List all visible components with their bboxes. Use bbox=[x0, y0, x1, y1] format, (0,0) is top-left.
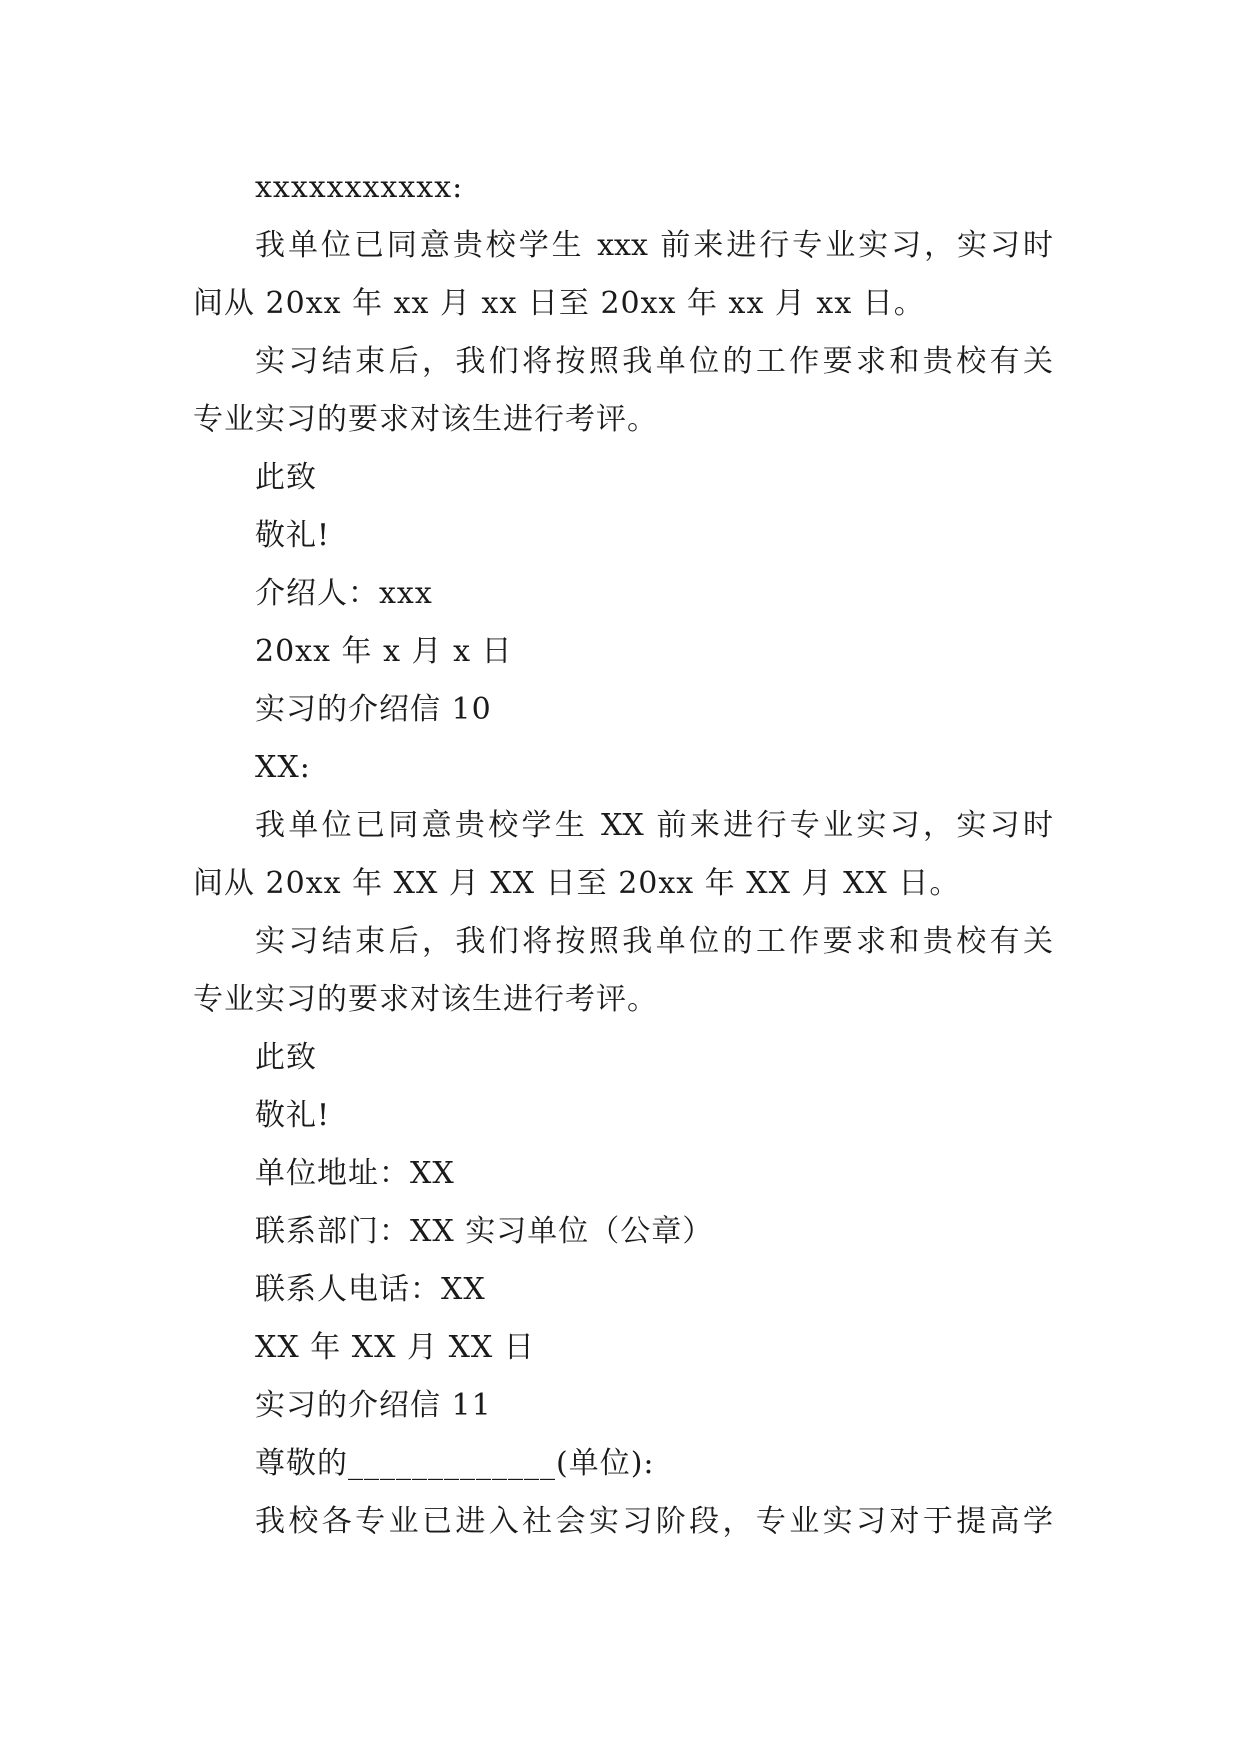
salutation-1: xxxxxxxxxxx: bbox=[255, 170, 464, 205]
section-title: 实习的介绍信 11 bbox=[255, 1388, 492, 1423]
paragraph-line: 专业实习的要求对该生进行考评。 bbox=[193, 402, 658, 437]
date-line: XX 年 XX 月 XX 日 bbox=[255, 1330, 535, 1365]
salutation-2: XX: bbox=[255, 750, 311, 785]
document-body bbox=[193, 159, 1053, 1551]
paragraph-line: 间从 20xx 年 xx 月 xx 日至 20xx 年 xx 月 xx 日。 bbox=[193, 286, 925, 321]
closing-line: 此致 bbox=[255, 460, 317, 495]
closing-line: 此致 bbox=[255, 1040, 317, 1075]
closing-line: 敬礼! bbox=[255, 518, 331, 553]
phone-line: 联系人电话：XX bbox=[255, 1272, 486, 1307]
paragraph-line: 我校各专业已进入社会实习阶段，专业实习对于提高学 bbox=[255, 1504, 1053, 1539]
address-line: 单位地址：XX bbox=[255, 1156, 455, 1191]
signature-line: 介绍人：xxx bbox=[255, 576, 433, 611]
paragraph-line: 专业实习的要求对该生进行考评。 bbox=[193, 982, 658, 1017]
section-title: 实习的介绍信 10 bbox=[255, 692, 492, 727]
paragraph-line: 实习结束后，我们将按照我单位的工作要求和贵校有关 bbox=[255, 924, 1053, 959]
paragraph-line: 我单位已同意贵校学生 xxx 前来进行专业实习，实习时 bbox=[255, 228, 1053, 263]
date-line: 20xx 年 x 月 x 日 bbox=[255, 634, 513, 669]
paragraph-line: 我单位已同意贵校学生 XX 前来进行专业实习，实习时 bbox=[255, 808, 1053, 843]
paragraph-line: 实习结束后，我们将按照我单位的工作要求和贵校有关 bbox=[255, 344, 1053, 379]
paragraph-line: 间从 20xx 年 XX 月 XX 日至 20xx 年 XX 月 XX 日。 bbox=[193, 866, 961, 901]
closing-line: 敬礼! bbox=[255, 1098, 331, 1133]
salutation-3: 尊敬的_____________(单位): bbox=[255, 1446, 655, 1481]
department-line: 联系部门：XX 实习单位（公章） bbox=[255, 1214, 714, 1249]
